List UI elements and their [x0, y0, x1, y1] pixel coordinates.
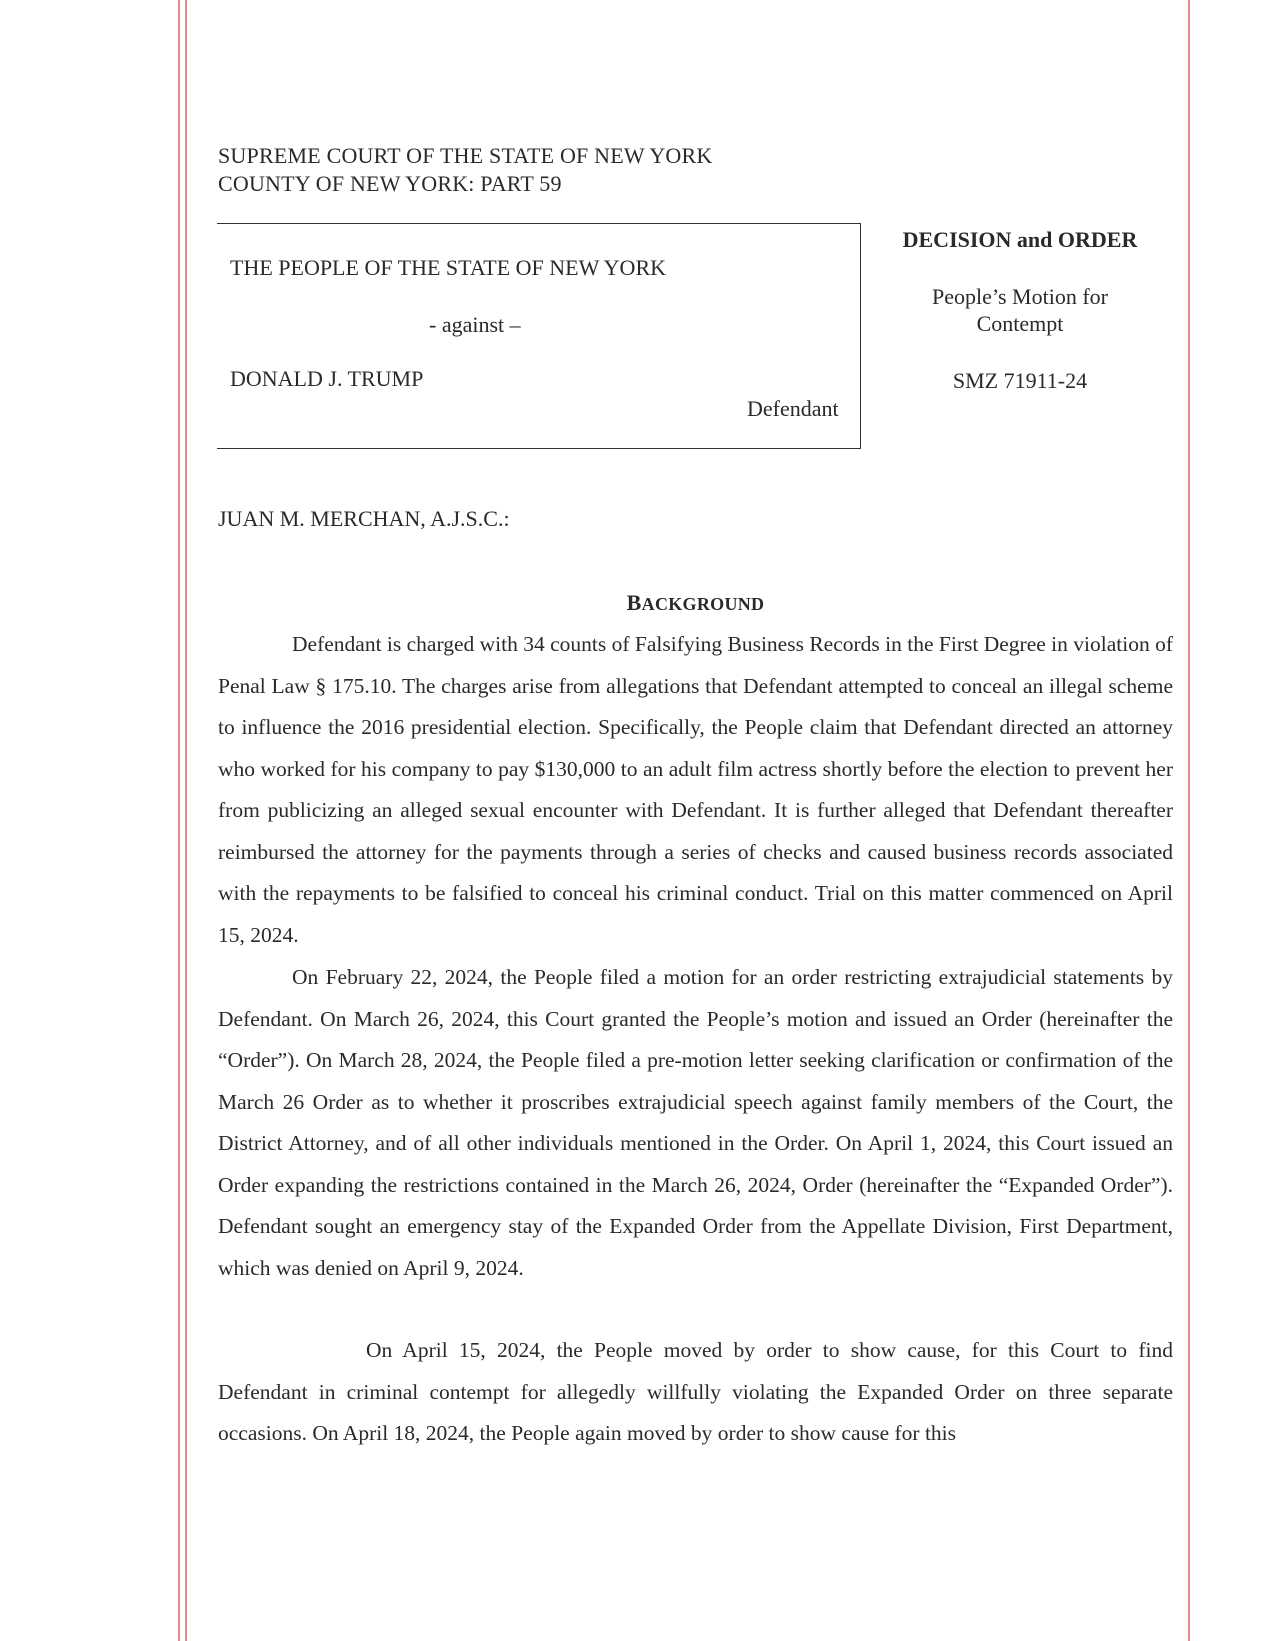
motion-type-line2: Contempt [976, 311, 1064, 336]
paragraph-3: On April 15, 2024, the People moved by order to show cause, for this Court to find Defendant in criminal contempt for allegedly willfully violating the Expanded Order on three separate occasions. On April 18, 2024, the People again moved by order to show cause for this [218, 1338, 1173, 1445]
motion-type-line1: People’s Motion for [932, 284, 1108, 309]
defendant-label: Defendant [747, 396, 839, 421]
court-name: SUPREME COURT OF THE STATE OF NEW YORK [218, 143, 713, 168]
left-margin-rule-inner [185, 0, 187, 1641]
paragraph-2: On February 22, 2024, the People filed a motion for an order restricting extrajudicial statements by Defendant. On March 26, 2024, this Court granted the People’s motion and issued an Order (hereinafter the “Order”). On March 28, 2024, the People filed a pre-motion letter seeking clarification or confirmation of the March 26 Order as to whether it proscribes extrajudicial speech against family members of the Court, the District Attorney, and of all other individuals mentioned in the Order. On April 1, 2024, this Court issued an Order expanding the restrictions contained in the March 26, 2024, Order (hereinafter the “Expanded Order”). Defendant sought an emergency stay of the Expanded Order from the Appellate Division, First Department, which was denied on April 9, 2024. [218, 965, 1173, 1280]
paragraph-1: Defendant is charged with 34 counts of Falsifying Business Records in the First Degree in violation of Penal Law § 175.10. The charges arise from allegations that Defendant attempted to conceal an illegal scheme to influence the 2016 presidential election. Specifically, the People claim that Defendant directed an attorney who worked for his company to pay $130,000 to an adult film actress shortly before the election to prevent her from publicizing an alleged sexual encounter with Defendant. It is further alleged that Defendant thereafter reimbursed the attorney for the payments through a series of checks and caused business records associated with the repayments to be falsified to conceal his criminal conduct. Trial on this matter commenced on April 15, 2024. [218, 632, 1173, 947]
case-caption-box [217, 223, 861, 449]
docket-number: SMZ 71911-24 [952, 368, 1088, 393]
decision-title: DECISION and ORDER [902, 227, 1138, 252]
left-margin-rule-outer [178, 0, 180, 1641]
defendant-name: DONALD J. TRUMP [230, 366, 424, 391]
heading-rest: ACKGROUND [641, 594, 765, 614]
plaintiff-name: THE PEOPLE OF THE STATE OF NEW YORK [230, 255, 667, 280]
court-county: COUNTY OF NEW YORK: PART 59 [218, 171, 562, 196]
right-margin-rule [1188, 0, 1190, 1641]
against-label: - against – [429, 312, 521, 337]
judge-name: JUAN M. MERCHAN, A.J.S.C.: [218, 506, 510, 531]
section-heading-background [218, 590, 1173, 616]
heading-initial: B [626, 590, 642, 615]
